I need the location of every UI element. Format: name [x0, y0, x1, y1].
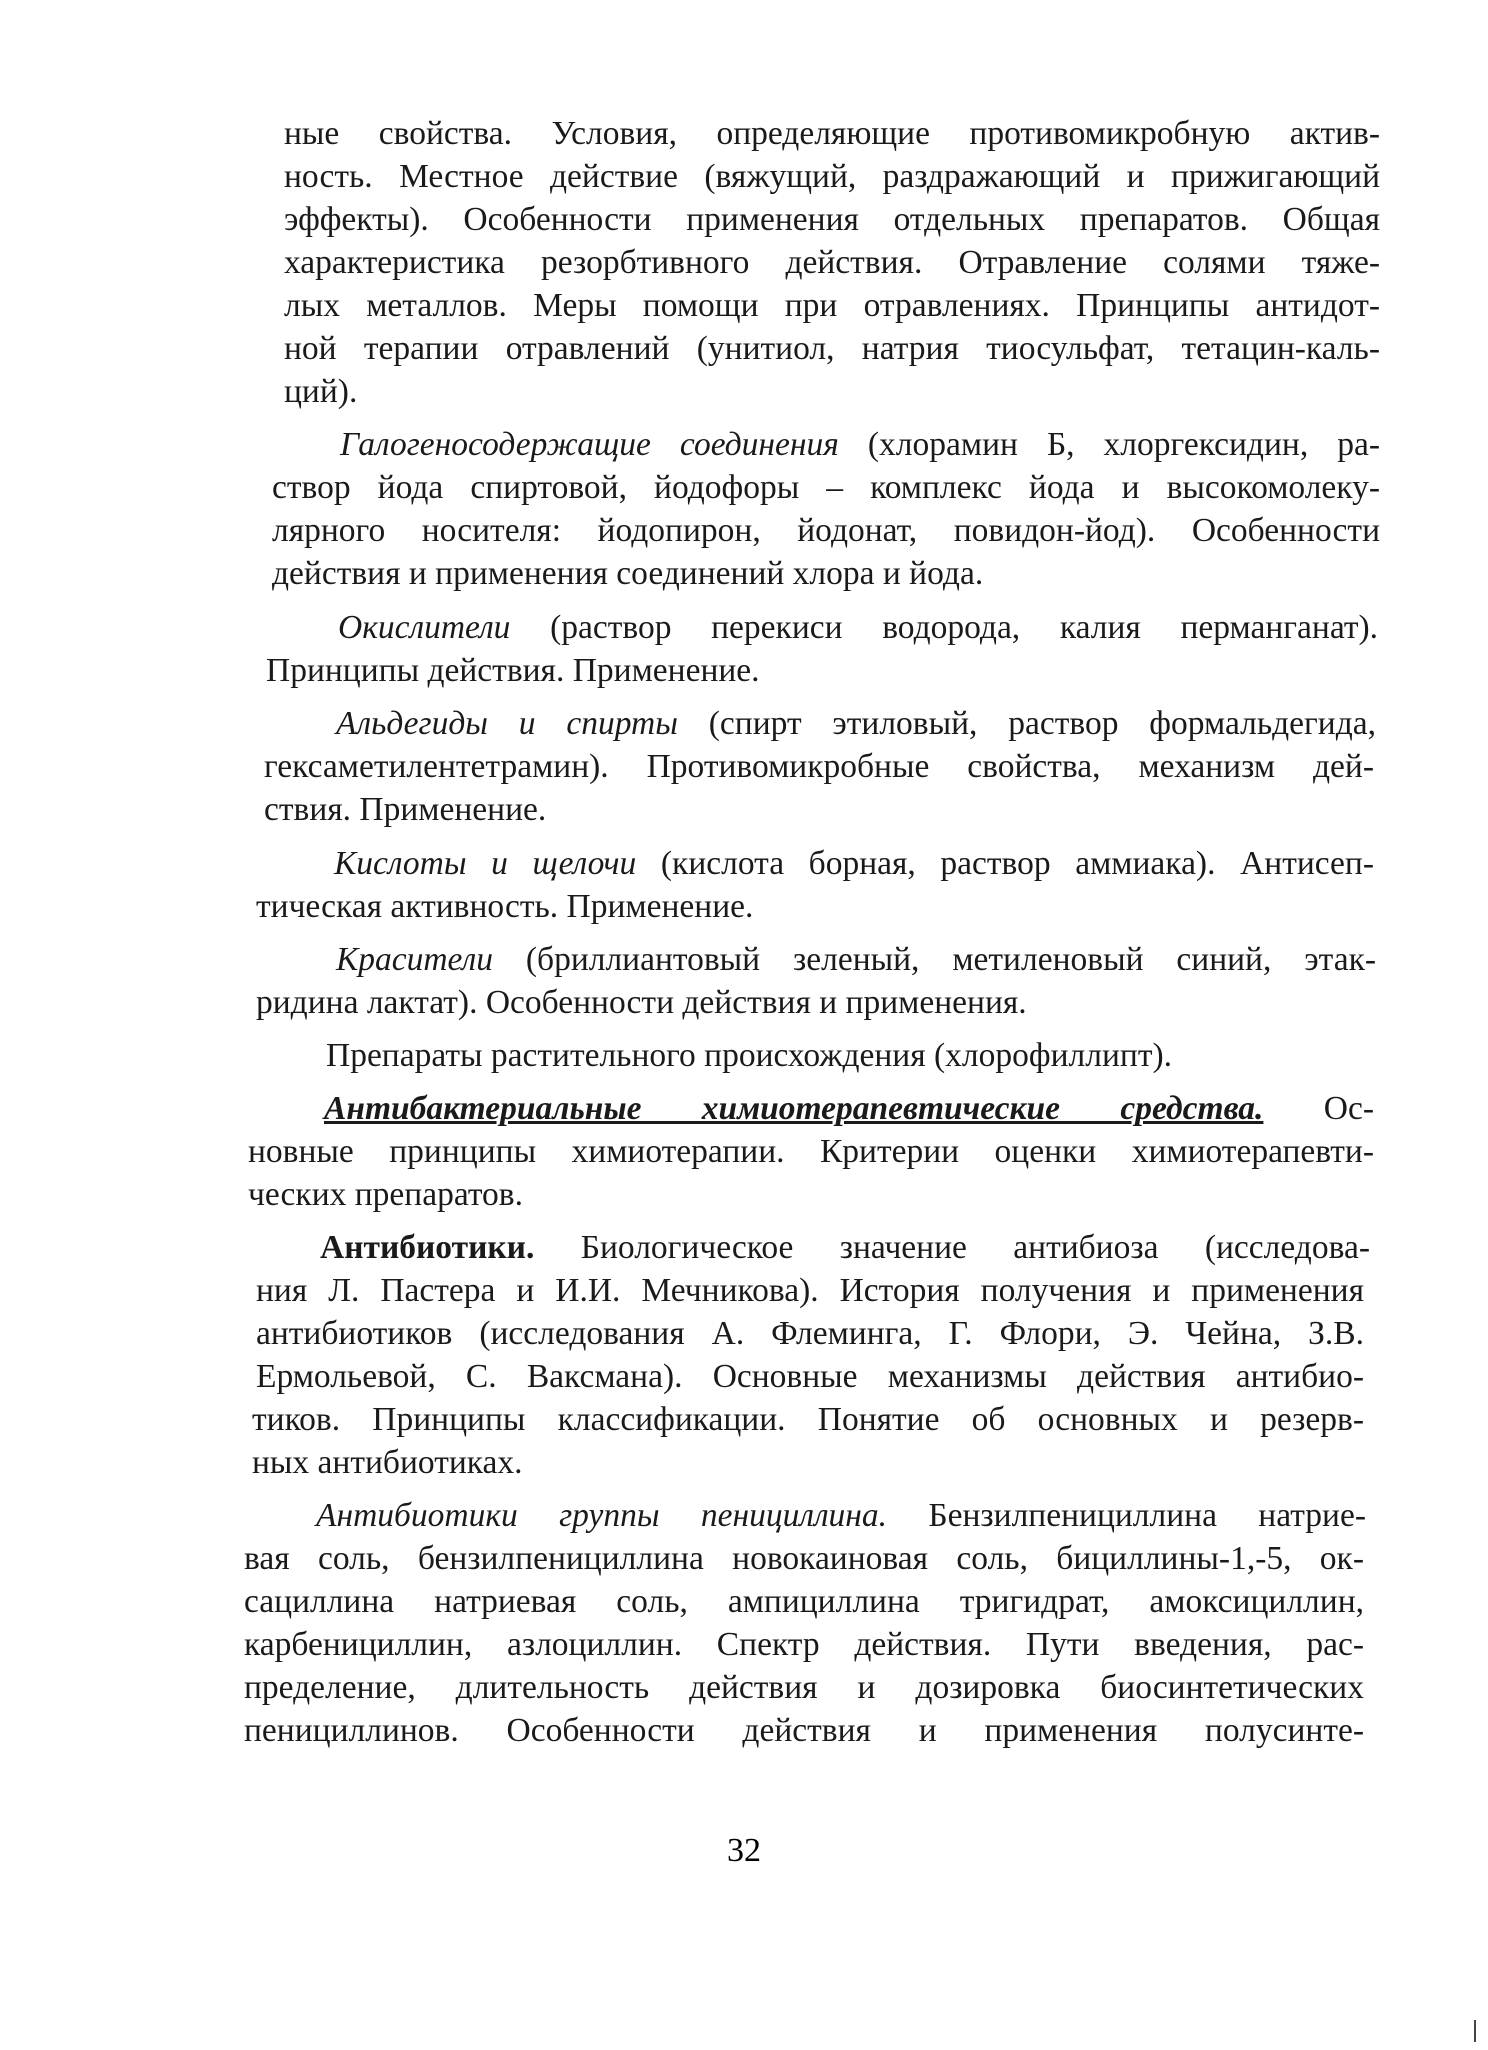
- text-segment: ния Л. Пастера и И.И. Мечникова). История получения и применения: [256, 1272, 1364, 1309]
- text-segment: (хлорамин Б, хлоргексидин, ра-: [838, 426, 1380, 463]
- text-segment: тическая активность. Применение.: [256, 888, 754, 925]
- text-segment: вая соль, бензилпенициллина новокаиновая соль, бициллины-1,-5, ок-: [244, 1540, 1364, 1577]
- text-segment: пенициллинов. Особенности действия и применения полусинте-: [244, 1712, 1364, 1749]
- text-line: [324, 1092, 1374, 1126]
- text-segment: эффекты). Особенности применения отдельных препаратов. Общая: [284, 201, 1380, 238]
- text-line: [256, 1274, 1364, 1308]
- text-segment: Препараты растительного происхождения (хлорофиллипт).: [326, 1037, 1172, 1074]
- text-segment: ные свойства. Условия, определяющие противомикробную актив-: [284, 115, 1380, 152]
- text-line: [320, 1231, 1370, 1265]
- text-line: [264, 793, 546, 827]
- text-line: [284, 117, 1380, 151]
- scan-edge-mark: [1474, 2020, 1476, 2042]
- text-line: [256, 1317, 1364, 1351]
- text-line: [256, 1360, 1364, 1394]
- text-segment: (кислота борная, раствор аммиака). Антисеп-: [636, 845, 1374, 882]
- text-line: [272, 557, 983, 591]
- text-segment: (раствор перекиси водорода, калия перманганат).: [510, 609, 1378, 646]
- text-segment: (бриллиантовый зеленый, метиленовый синий, этак-: [492, 941, 1376, 978]
- text-segment: тиков. Принципы классификации. Понятие об основных и резерв-: [252, 1401, 1364, 1438]
- text-segment: створ йода спиртовой, йодофоры – комплекс йода и высокомолеку-: [272, 469, 1380, 506]
- text-line: [248, 1178, 523, 1212]
- text-line: [252, 1446, 523, 1480]
- text-segment: лярного носителя: йодопирон, йодонат, повидон-йод). Особенности: [272, 512, 1380, 549]
- text-line: [338, 611, 1378, 645]
- text-line: [266, 654, 760, 688]
- text-line: [340, 428, 1380, 462]
- text-segment: карбенициллин, азлоциллин. Спектр действия. Пути введения, рас-: [244, 1626, 1364, 1663]
- text-segment: антибиотиков (исследования А. Флеминга, Г. Флори, Э. Чейна, З.В.: [256, 1315, 1364, 1352]
- text-line: [336, 943, 1376, 977]
- text-line: [284, 332, 1380, 366]
- emphasis-text: Альдегиды и спирты: [336, 705, 678, 742]
- text-segment: Ос-: [1263, 1090, 1374, 1127]
- text-line: [336, 707, 1376, 741]
- text-line: [256, 890, 753, 924]
- text-segment: (спирт этиловый, раствор формальдегида,: [677, 705, 1376, 742]
- page-number: 32: [727, 1832, 761, 1869]
- text-segment: новные принципы химиотерапии. Критерии оценки химиотерапевти-: [248, 1133, 1374, 1170]
- text-line: [252, 1403, 1364, 1437]
- text-segment: ность. Местное действие (вяжущий, раздражающий и прижигающий: [284, 158, 1380, 195]
- text-line: [248, 1135, 1374, 1169]
- text-line: [244, 1585, 1364, 1619]
- text-line: [326, 1039, 1172, 1073]
- text-line: [284, 375, 357, 409]
- text-segment: характеристика резорбтивного действия. Отравление солями тяже-: [284, 244, 1380, 281]
- text-line: [244, 1671, 1364, 1705]
- text-line: [244, 1714, 1364, 1748]
- text-segment: ных антибиотиках.: [252, 1444, 523, 1481]
- text-segment: Бензилпенициллина натрие-: [887, 1497, 1366, 1534]
- text-segment: лых металлов. Меры помощи при отравлениях. Принципы антидот-: [284, 287, 1380, 324]
- text-segment: Принципы действия. Применение.: [266, 652, 760, 689]
- text-line: [244, 1628, 1364, 1662]
- text-line: [256, 986, 1027, 1020]
- emphasis-text: Антибиотики группы пенициллина.: [316, 1497, 888, 1534]
- emphasis-text: Красители: [336, 941, 493, 978]
- text-line: [284, 160, 1380, 194]
- text-segment: ридина лактат). Особенности действия и применения.: [256, 984, 1027, 1021]
- text-segment: пределение, длительность действия и дозировка биосинтетических: [244, 1669, 1364, 1706]
- text-segment: ческих препаратов.: [248, 1176, 523, 1213]
- emphasis-text: Антибактериальные химиотерапевтические средства.: [324, 1090, 1264, 1127]
- text-segment: гексаметилентетрамин). Противомикробные свойства, механизм дей-: [264, 748, 1374, 785]
- text-segment: действия и применения соединений хлора и йода.: [272, 555, 984, 592]
- text-segment: Ермольевой, С. Ваксмана). Основные механизмы действия антибио-: [256, 1358, 1364, 1395]
- text-line: [272, 514, 1380, 548]
- text-line: [244, 1542, 1364, 1576]
- text-line: [264, 750, 1374, 784]
- text-line: [284, 246, 1380, 280]
- text-segment: ной терапии отравлений (унитиол, натрия тиосульфат, тетацин-каль-: [284, 330, 1380, 367]
- text-line: [272, 471, 1380, 505]
- emphasis-text: Антибиотики.: [320, 1229, 535, 1266]
- emphasis-text: Галогеносодержащие соединения: [340, 426, 839, 463]
- emphasis-text: Окислители: [338, 609, 511, 646]
- text-segment: ствия. Применение.: [264, 791, 547, 828]
- text-line: [284, 289, 1380, 323]
- text-line: [334, 847, 1374, 881]
- text-line: [284, 203, 1380, 237]
- text-segment: ций).: [284, 373, 358, 410]
- emphasis-text: Кислоты и щелочи: [334, 845, 637, 882]
- text-segment: сациллина натриевая соль, ампициллина тригидрат, амоксициллин,: [244, 1583, 1364, 1620]
- text-line: [316, 1499, 1366, 1533]
- text-segment: Биологическое значение антибиоза (исследова-: [534, 1229, 1370, 1266]
